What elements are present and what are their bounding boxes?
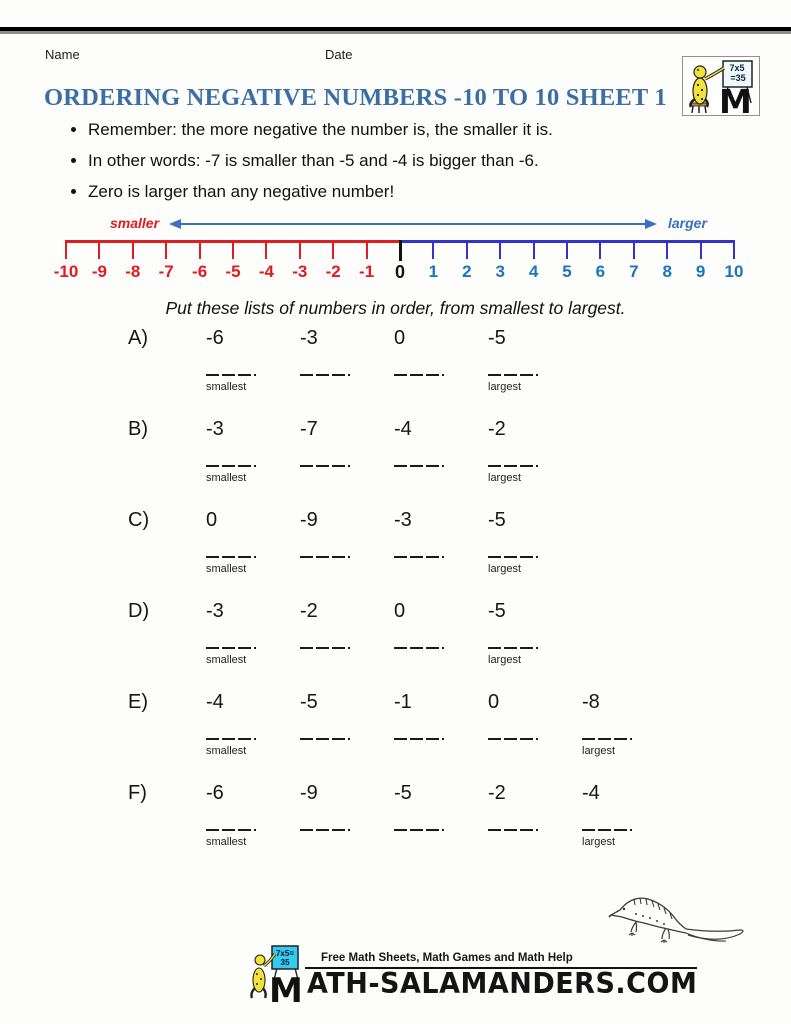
top-divider — [0, 27, 791, 34]
numberline-number: 9 — [695, 262, 706, 281]
problem-number: 0 — [206, 509, 218, 531]
footer-site-name: ATH-SALAMANDERS.COM — [307, 967, 698, 1001]
numberline-tick — [499, 240, 501, 259]
problem-number: 0 — [488, 691, 500, 713]
answer-blank[interactable] — [394, 647, 444, 649]
m-monogram: M — [719, 82, 752, 115]
flashcard-bottom-text: =35 — [730, 73, 746, 83]
direction-indicator — [66, 214, 734, 234]
numberline-tick — [700, 240, 702, 259]
numberline-tick — [366, 240, 368, 259]
numberline-number: 4 — [528, 262, 539, 281]
answer-blank[interactable] — [582, 829, 632, 831]
numberline-tick — [199, 240, 201, 259]
salamander-illustration — [608, 886, 748, 952]
numberline-number: -7 — [158, 262, 174, 281]
answer-blank[interactable] — [206, 738, 256, 740]
numberline-number: -5 — [225, 262, 241, 281]
numberline-number: -10 — [53, 262, 79, 281]
problem-number: -2 — [300, 600, 318, 622]
numberline-tick — [633, 240, 635, 259]
problem-number: -4 — [394, 418, 412, 440]
numberline-tick — [399, 240, 402, 261]
problem-number: -5 — [488, 509, 506, 531]
largest-label: largest — [488, 563, 522, 575]
smallest-label: smallest — [206, 563, 247, 575]
problem-number: -5 — [488, 327, 506, 349]
problem-number: -3 — [394, 509, 412, 531]
answer-blank[interactable] — [488, 738, 538, 740]
numberline-tick — [533, 240, 535, 259]
numberline-tick — [132, 240, 134, 259]
numberline-tick — [165, 240, 167, 259]
problem-number: -3 — [206, 600, 224, 622]
problem-number: -4 — [206, 691, 224, 713]
answer-blank[interactable] — [206, 465, 256, 467]
salamander-logo-icon — [683, 57, 759, 115]
number-line — [53, 240, 744, 286]
numberline-tick — [65, 240, 67, 259]
bullet-item: • Zero is larger than any negative number! — [88, 181, 553, 203]
problem-number: -1 — [394, 691, 412, 713]
problem-row — [0, 416, 791, 507]
numberline-tick — [265, 240, 267, 259]
answer-blank[interactable] — [488, 829, 538, 831]
problem-row — [0, 325, 791, 416]
problem-label: F) — [128, 782, 147, 804]
problem-number: -5 — [488, 600, 506, 622]
footer-logo — [247, 944, 697, 1006]
smallest-label: smallest — [206, 745, 247, 757]
numberline-number: 2 — [462, 262, 472, 281]
problem-row — [0, 598, 791, 689]
problem-label: E) — [128, 691, 148, 713]
footer-flashcard-bottom: 35 — [280, 958, 290, 967]
answer-blank[interactable] — [300, 647, 350, 649]
numberline-tick — [599, 240, 601, 259]
smallest-label: smallest — [206, 472, 247, 484]
answer-blank[interactable] — [394, 556, 444, 558]
footer-flashcard-top: 7x5= — [275, 949, 295, 958]
problem-number: -3 — [300, 327, 318, 349]
numberline-number: -2 — [325, 262, 341, 281]
numberline-number: 6 — [595, 262, 606, 281]
answer-blank[interactable] — [300, 556, 350, 558]
problem-number: 0 — [394, 600, 406, 622]
problem-number: -4 — [582, 782, 600, 804]
numberline-tick — [733, 240, 735, 259]
footer-m-monogram: M — [269, 971, 303, 1006]
answer-blank[interactable] — [394, 465, 444, 467]
problem-number: -5 — [394, 782, 412, 804]
problem-row — [0, 780, 791, 871]
larger-label: larger — [668, 215, 707, 231]
smallest-label: smallest — [206, 381, 247, 393]
problem-number: -3 — [206, 418, 224, 440]
problem-number: -9 — [300, 782, 318, 804]
numberline-number: -3 — [292, 262, 308, 281]
flashcard-top-text: 7x5 — [729, 63, 745, 73]
numberline-tick — [299, 240, 301, 259]
largest-label: largest — [488, 381, 522, 393]
double-arrow-icon — [168, 217, 658, 231]
task-instruction: Put these lists of numbers in order, from smallest to largest. — [165, 298, 626, 318]
problem-number: 0 — [394, 327, 406, 349]
answer-blank[interactable] — [206, 647, 256, 649]
numberline-tick — [566, 240, 568, 259]
instructions-list — [62, 119, 553, 212]
numberline-number: -9 — [91, 262, 107, 281]
problem-label: C) — [128, 509, 150, 531]
problem-number: -9 — [300, 509, 318, 531]
bullet-item: • In other words: -7 is smaller than -5 and -4 is bigger than -6. — [88, 150, 553, 172]
smallest-label: smallest — [206, 836, 247, 848]
numberline-number: 8 — [662, 262, 672, 281]
problem-label: D) — [128, 600, 150, 622]
numberline-number: 1 — [428, 262, 439, 281]
numberline-number: -1 — [359, 262, 375, 281]
page-title: ORDERING NEGATIVE NUMBERS -10 TO 10 SHEET 1 — [44, 84, 667, 111]
brand-logo — [682, 56, 760, 116]
numberline-number: 5 — [562, 262, 572, 281]
name-label: Name — [45, 47, 80, 62]
answer-blank[interactable] — [488, 556, 538, 558]
numberline-number: 10 — [724, 262, 744, 281]
numberline-number: 0 — [394, 262, 406, 282]
smaller-label: smaller — [110, 215, 160, 231]
numberline-tick — [666, 240, 668, 259]
largest-label: largest — [582, 745, 616, 757]
problem-number: -8 — [582, 691, 600, 713]
answer-blank[interactable] — [206, 556, 256, 558]
answer-blank[interactable] — [394, 374, 444, 376]
answer-blank[interactable] — [488, 374, 538, 376]
problems — [0, 325, 791, 871]
answer-blank[interactable] — [300, 829, 350, 831]
numberline-number: 7 — [629, 262, 639, 281]
problem-number: -2 — [488, 418, 506, 440]
problem-row — [0, 507, 791, 598]
answer-blank[interactable] — [300, 374, 350, 376]
footer-text-block — [305, 944, 697, 999]
numberline-number: 3 — [495, 262, 505, 281]
numberline-number: -6 — [192, 262, 208, 281]
answer-blank[interactable] — [394, 738, 444, 740]
numberline-number: -4 — [258, 262, 274, 281]
numberline-number: -8 — [125, 262, 141, 281]
smallest-label: smallest — [206, 654, 247, 666]
problem-label: A) — [128, 327, 148, 349]
answer-blank[interactable] — [488, 647, 538, 649]
bullet-item: • Remember: the more negative the number is, the smaller it is. — [88, 119, 553, 141]
problem-number: -6 — [206, 782, 224, 804]
date-label: Date — [325, 47, 353, 62]
footer-tagline: Free Math Sheets, Math Games and Math Help — [305, 944, 697, 969]
largest-label: largest — [488, 654, 522, 666]
largest-label: largest — [582, 836, 616, 848]
answer-blank[interactable] — [488, 465, 538, 467]
numberline-tick — [98, 240, 100, 259]
problem-number: -5 — [300, 691, 318, 713]
problem-row — [0, 689, 791, 780]
footer-salamander-icon — [247, 944, 311, 1006]
numberline-tick — [232, 240, 234, 259]
problem-number: -6 — [206, 327, 224, 349]
numberline-tick — [466, 240, 468, 259]
answer-blank[interactable] — [206, 829, 256, 831]
answer-blank[interactable] — [206, 374, 256, 376]
problem-label: B) — [128, 418, 148, 440]
largest-label: largest — [488, 472, 522, 484]
numberline-tick — [432, 240, 434, 259]
problem-number: -2 — [488, 782, 506, 804]
answer-blank[interactable] — [394, 829, 444, 831]
answer-blank[interactable] — [300, 738, 350, 740]
problem-number: -7 — [300, 418, 318, 440]
answer-blank[interactable] — [300, 465, 350, 467]
numberline-tick — [332, 240, 334, 259]
answer-blank[interactable] — [582, 738, 632, 740]
